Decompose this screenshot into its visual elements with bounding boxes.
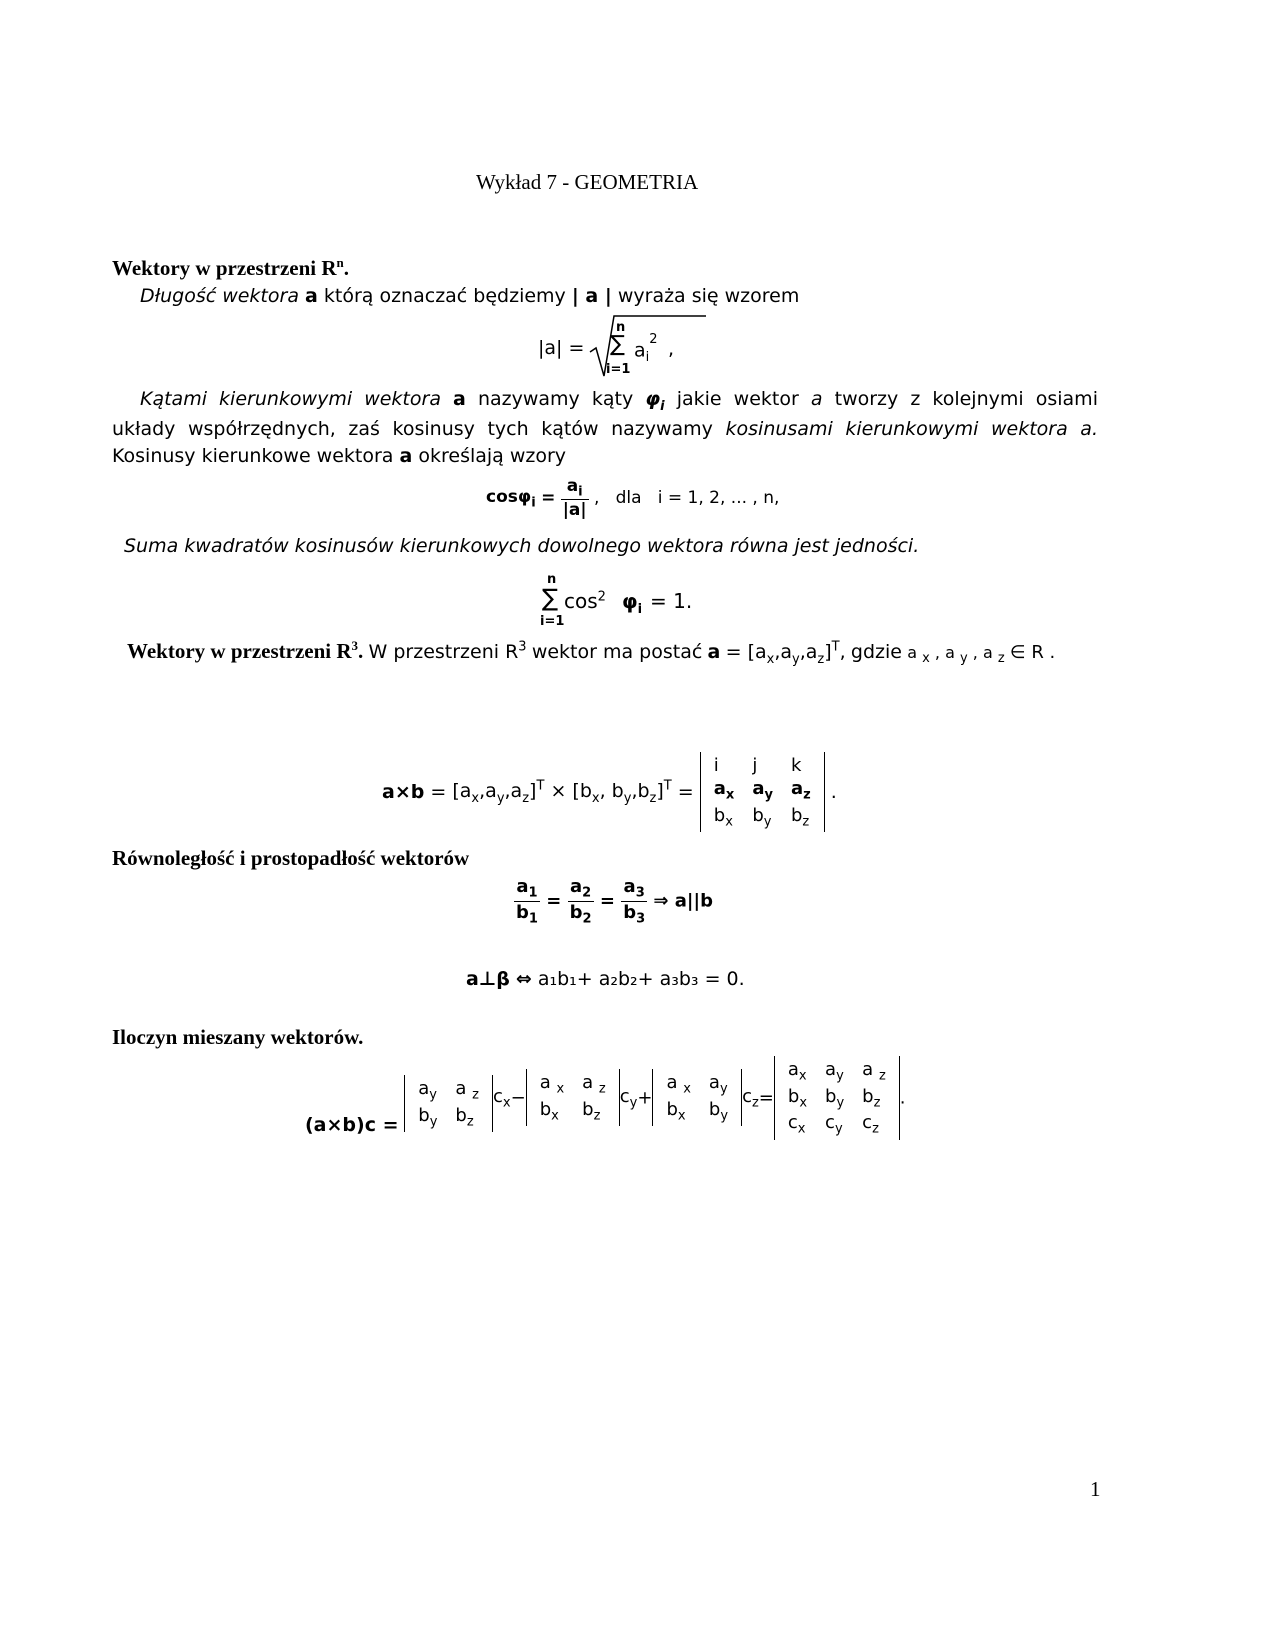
perpendicular-formula: a⊥β ⇔ a₁b₁+ a₂b₂+ a₃b₃ = 0. (466, 968, 745, 990)
sum-sentence: Suma kwadratów kosinusów kierunkowych dowolnego wektora równa jest jedności. (124, 535, 920, 557)
cross-determinant: i j k $a_x$ $a_y$ $a_z$ $b_x$ $b_y$ $b_z$ (700, 752, 825, 832)
section-heading-rn: Wektory w przestrzeni $R^n$. (112, 255, 350, 280)
angles-line-2: układy współrzędnych, zaś kosinusy tych kątów nazywamy kosinusami kierunkowymi wektora a. (112, 418, 1098, 440)
cross-product-formula: $a\times b = [a_x,a_y,a_z]^T \times [b_x$, $b_y,b_z]^T$ = i j k $a_x$ $a_y$ $a_z$ $b_x$ $b_y$ $b_z$ . (382, 752, 837, 832)
cos-formula: cosφ$_i$ = $\frac{a_i}{|a|}$ , dla i = 1, 2, ... , n, (486, 476, 780, 521)
length-intro: Długość wektora a którą oznaczać będziemy | a | wyraża się wzorem (140, 285, 800, 307)
section-heading-parallel: Równoległość i prostopadłość wektorów (112, 846, 470, 870)
angles-line-1: Kątami kierunkowymi wektora a nazywamy kąty $\varphi_i$ jakie wektor a tworzy z kolejnymi osiami (140, 388, 1098, 414)
page-number: 1 (1090, 1477, 1101, 1501)
parallel-formula: $\frac{a_1}{b_1}$ = $\frac{a_2}{b_2}$ = $\frac{a_3}{b_3}$ ⇒ a||b (516, 876, 713, 927)
angles-line-3: Kosinusy kierunkowe wektora a określają wzory (112, 445, 567, 467)
section-heading-mixed: Iloczyn mieszany wektorów. (112, 1025, 364, 1049)
mixed-product-formula: (a×b)c = $a_y$ a $_z$ $b_y$ $b_z$ $c_x-$ a $_x$ a $_z$ $b_x$ $b_z$ $c_y+$ a $_x$ $a_y$ $b_x$ $b_y$ $c_z=$ $a_x$ $a_y$ a $_z$ $b_x$ $b_y$ $b_z$ $c_x$ $c_y$ $c_z$ . (305, 1056, 906, 1140)
page-title: Wykład 7 - GEOMETRIA (476, 170, 699, 194)
section-r3-line: Wektory w przestrzeni $R^3$. W przestrzeni $R^3$ wektor ma postać $a = [a_x,a_y,a_z]^T$, gdzie a $_x$ , a $_y$ , a $_z$ ∈ R . (127, 638, 1056, 667)
